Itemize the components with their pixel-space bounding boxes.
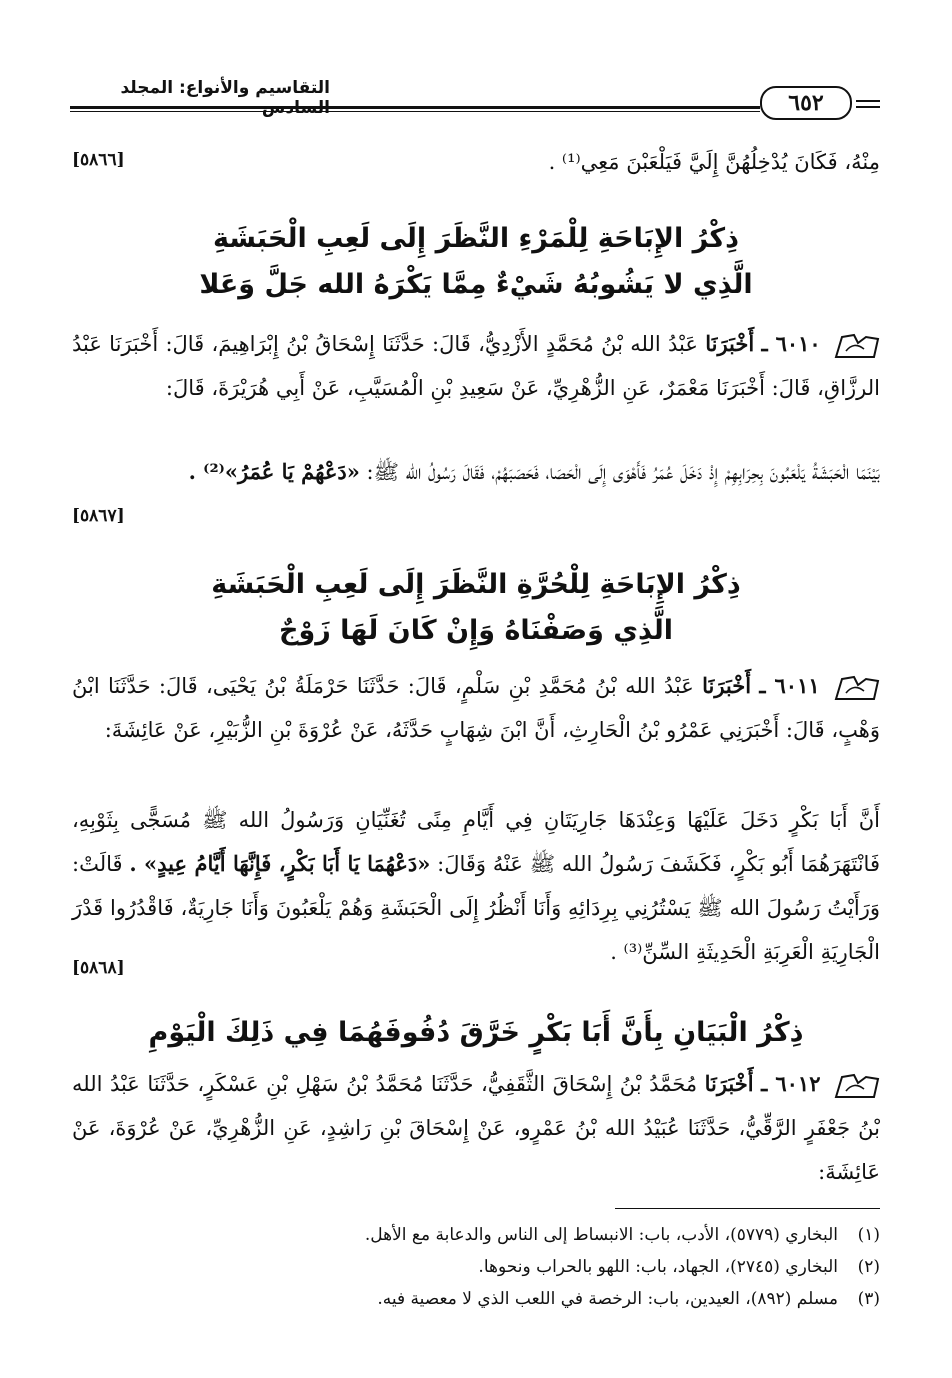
isnad-text: عَبْدُ الله بْنُ مُحَمَّدِ بْنِ سَلْمٍ، قَالَ: حَدَّثَنَا حَرْمَلَةُ بْنُ يَحْيَى، قَالَ: حَدَّثَنَا ابْنُ وَهْبٍ، قَالَ: أَخْبَرَنِي عَمْرُو بْنُ الْحَارِثِ، أَنَّ ابْنَ شِهَابٍ حَدَّثَهُ، عَنْ عُرْوَةَ بْنِ الزُّبَيْرِ، عَنْ عَائِشَةَ: xyxy=(72,674,880,742)
prophetic-quote: «دَعْهُمَا يَا أَبَا بَكْرٍ، فَإِنَّهَا أَيَّامُ عِيدٍ» . xyxy=(129,851,431,876)
hadith-isnad xyxy=(72,664,880,752)
footnote xyxy=(150,1218,880,1252)
prophetic-quote: «دَعْهُمْ يَا عُمَرُ»⁽²⁾ . xyxy=(188,459,360,484)
section-heading: ذِكْرُ الإِبَاحَةِ لِلْحُرَّةِ النَّظَرَ إِلَى لَعِبِ الْحَبَشَةِ xyxy=(211,569,741,600)
footnote-text: مسلم (٨٩٢)، العيدين، باب: الرخصة في اللعب الذي لا معصية فيه. xyxy=(377,1289,838,1309)
footnote-number: (١) xyxy=(857,1225,880,1245)
footnote-separator xyxy=(615,1208,880,1209)
isnad-text: مُحَمَّدُ بْنُ إِسْحَاقَ الثَّقَفِيُّ، حَدَّثَنَا مُحَمَّدُ بْنُ سَهْلِ بْنِ عَسْكَرٍ، حَدَّثَنَا عَبْدُ الله بْنُ جَعْفَرٍ الرَّقِّيُّ، حَدَّثَنَا عُبَيْدُ الله بْنُ عَمْرٍو، عَنْ إِسْحَاقَ بْنِ رَاشِدٍ، عَنِ الزُّهْرِيِّ، عَنْ عُرْوَةَ، عَنْ عَائِشَةَ: xyxy=(72,1072,880,1184)
hadith-number: ٦٠١٠ ـ xyxy=(761,331,821,356)
hadith-matn xyxy=(72,450,880,494)
footnote-number: (٣) xyxy=(857,1289,880,1309)
section-heading: ذِكْرُ الْبَيَانِ بِأَنَّ أَبَا بَكْرٍ خَرَّقَ دُفُوفَهُمَا فِي ذَلِكَ الْيَوْمِ xyxy=(148,1017,804,1048)
intro-text: مِنْهُ، فَكَانَ يُدْخِلُهُنَّ إِلَيَّ فَيَلْعَبْنَ مَعِي⁽¹⁾ . xyxy=(548,150,880,174)
hadith-marker-icon xyxy=(834,673,880,703)
hadith-marker-icon xyxy=(834,331,880,361)
isnad-text: عَبْدُ الله بْنُ مُحَمَّدٍ الأَزْدِيُّ، قَالَ: حَدَّثَنَا إِسْحَاقُ بْنُ إِبْرَاهِيمَ، قَالَ: أَخْبَرَنَا عَبْدُ الرزَّاقِ، قَالَ: أَخْبَرَنَا مَعْمَرٌ، عَنِ الزُّهْرِيِّ، عَنْ سَعِيدِ بْنِ الْمُسَيَّبِ، عَنْ أَبِي هُرَيْرَةَ، قَالَ: xyxy=(72,332,880,400)
transmission-term: أَخْبَرَنَا xyxy=(705,331,755,356)
transmission-term: أَخْبَرَنَا xyxy=(702,673,752,698)
hadith-matn xyxy=(72,798,880,974)
matn-text: بَيْنَمَا الْحَبَشَةُ يَلْعَبُونَ بِحِرَابِهِمْ إِذْ دَخَلَ عُمَرُ فَأَهْوَى إِلَى الْحَصَا، فَحَصَبَهُمْ، فَقَالَ رَسُولُ الله ﷺ: xyxy=(366,460,880,484)
hadith-isnad xyxy=(72,322,880,410)
reference-number: [٥٨٦٦] xyxy=(72,150,125,170)
hadith-isnad xyxy=(72,1062,880,1194)
header-rule xyxy=(70,106,760,109)
footnote xyxy=(150,1250,880,1284)
matn-text: قَالَتْ: وَرَأَيْتُ رَسُولَ الله ﷺ يَسْتُرُنِي بِرِدَائِهِ وَأَنَا أَنْظُرُ إِلَى الْحَبَشَةِ وَهُمْ يَلْعَبُونَ وَأَنَا جَارِيَةٌ، فَاقْدُرُوا قَدْرَ الْجَارِيَةِ الْعَرِبَةِ الْحَدِيثَةِ السِّنِّ⁽³⁾ . xyxy=(72,852,880,964)
header-rule-right xyxy=(856,100,880,102)
hadith-number: ٦٠١٢ ـ xyxy=(761,1071,821,1096)
header-rule-thin xyxy=(70,111,760,112)
reference-number: [٥٨٦٨] xyxy=(72,958,125,978)
section-heading: الَّذِي وَصَفْنَاهُ وَإِنْ كَانَ لَهَا زَوْجٌ xyxy=(279,615,673,646)
header-title: التقاسيم والأنواع: المجلد السادس xyxy=(120,78,330,118)
page-number: ٦٥٢ xyxy=(760,86,852,120)
matn-text: أَنَّ أَبَا بَكْرٍ دَخَلَ عَلَيْهَا وَعِنْدَهَا جَارِيَتَانِ فِي أَيَّامِ مِنًى تُغَنِّيَانِ وَرَسُولُ الله ﷺ مُسَجًّى بِثَوْبِهِ، فَانْتَهَرَهُمَا أَبُو بَكْرٍ، فَكَشَفَ رَسُولُ الله ﷺ عَنْهُ وَقَالَ: xyxy=(72,808,880,876)
section-heading: ذِكْرُ الإِبَاحَةِ لِلْمَرْءِ النَّظَرَ إِلَى لَعِبِ الْحَبَشَةِ xyxy=(213,223,739,254)
running-header xyxy=(70,70,880,120)
footnote xyxy=(150,1282,880,1316)
section-heading: الَّذِي لا يَشُوبُهُ شَيْءٌ مِمَّا يَكْرَهُ الله جَلَّ وَعَلا xyxy=(199,269,753,300)
footnote-text: البخاري (٥٧٧٩)، الأدب، باب: الانبساط إلى الناس والدعابة مع الأهل. xyxy=(364,1225,838,1245)
footnote-text: البخاري (٢٧٤٥)، الجهاد، باب: اللهو بالحراب ونحوها. xyxy=(478,1257,838,1277)
hadith-number: ٦٠١١ ـ xyxy=(759,673,820,698)
hadith-marker-icon xyxy=(834,1071,880,1101)
transmission-term: أَخْبَرَنَا xyxy=(704,1071,754,1096)
header-rule-right-2 xyxy=(856,106,880,108)
footnote-number: (٢) xyxy=(857,1257,880,1277)
reference-number: [٥٨٦٧] xyxy=(72,506,125,526)
